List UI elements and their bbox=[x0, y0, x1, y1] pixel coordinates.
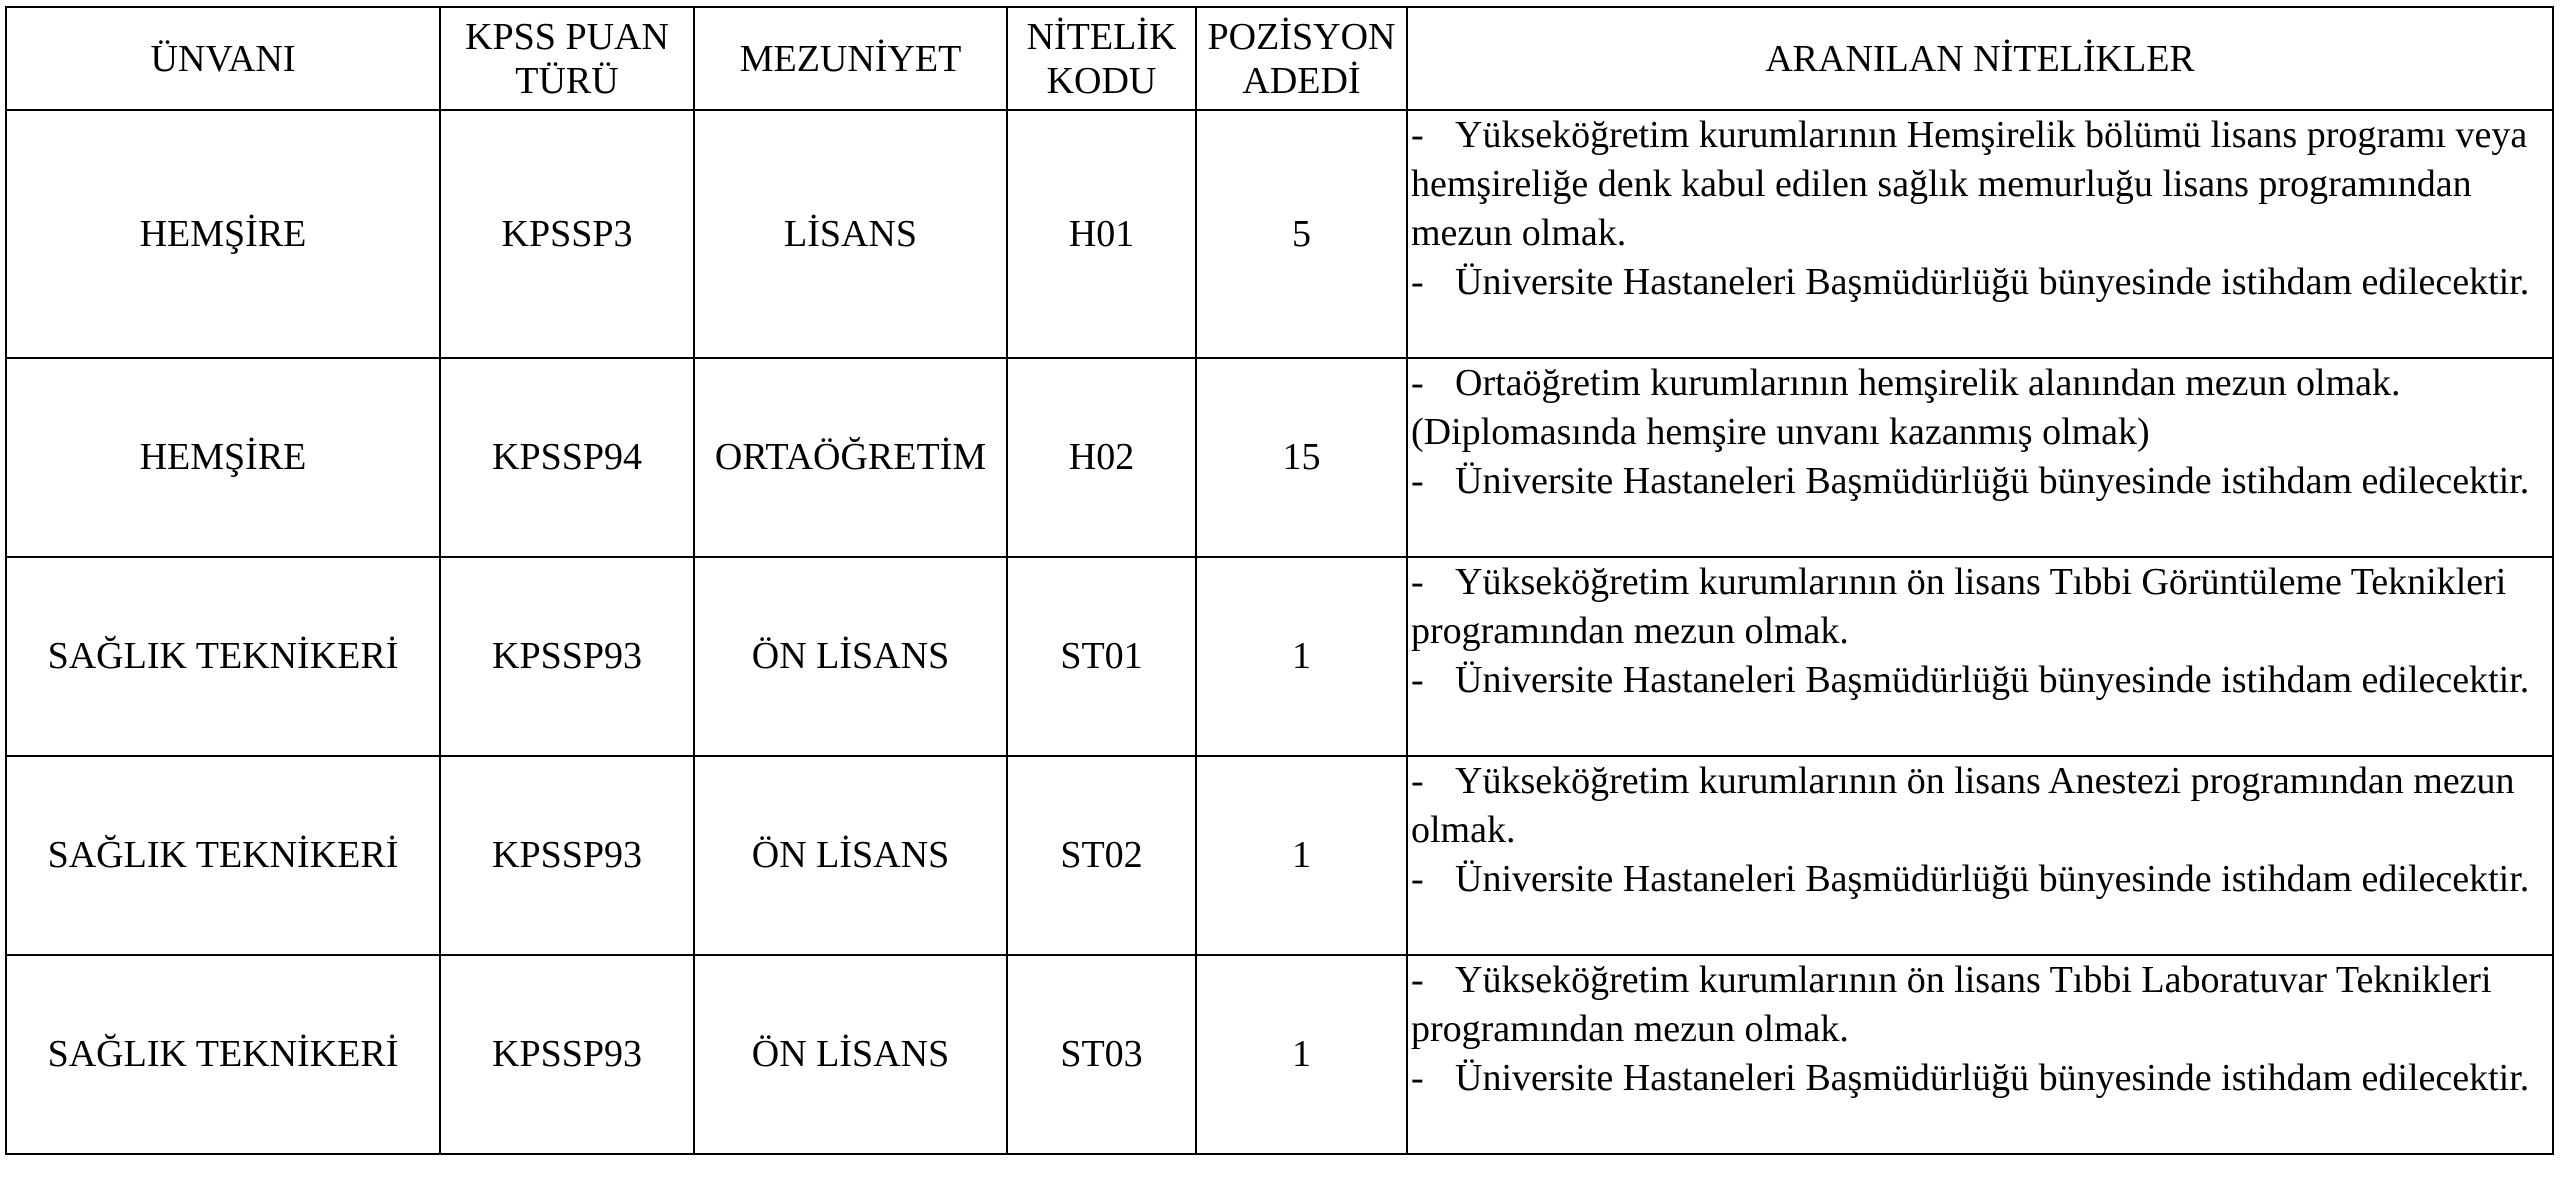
cell-nitelik-kodu: ST01 bbox=[1007, 557, 1196, 756]
cell-nitelik-kodu: H01 bbox=[1007, 110, 1196, 358]
cell-mezuniyet: ÖN LİSANS bbox=[694, 557, 1007, 756]
cell-aranilan-nitelikler bbox=[1407, 955, 2553, 1154]
cell-puan-turu: KPSSP93 bbox=[440, 955, 694, 1154]
cell-unvan: HEMŞİRE bbox=[6, 110, 440, 358]
requirement-item: - Yükseköğretim kurumlarının ön lisans Tıbbi Görüntüleme Teknikleri programından mezun olmak. bbox=[1411, 561, 2507, 652]
cell-puan-turu: KPSSP94 bbox=[440, 358, 694, 557]
cell-puan-turu: KPSSP93 bbox=[440, 557, 694, 756]
cell-unvan: HEMŞİRE bbox=[6, 358, 440, 557]
cell-puan-turu: KPSSP3 bbox=[440, 110, 694, 358]
requirement-item: - Yükseköğretim kurumlarının ön lisans Anestezi programından mezun olmak. bbox=[1411, 760, 2515, 851]
table-row bbox=[6, 756, 2553, 955]
header-aranilan-nitelikler: ARANILAN NİTELİKLER bbox=[1407, 7, 2553, 110]
positions-table bbox=[5, 6, 2554, 1155]
cell-nitelik-kodu: H02 bbox=[1007, 358, 1196, 557]
cell-puan-turu: KPSSP93 bbox=[440, 756, 694, 955]
table-row bbox=[6, 358, 2553, 557]
requirement-item: - Yükseköğretim kurumlarının Hemşirelik bölümü lisans programı veya hemşireliğe denk kabul edilen sağlık memurluğu lisans programından mezun olmak. bbox=[1411, 114, 2528, 254]
cell-mezuniyet: ÖN LİSANS bbox=[694, 955, 1007, 1154]
cell-pozisyon-adedi: 5 bbox=[1196, 110, 1407, 358]
requirement-item: - Üniversite Hastaneleri Başmüdürlüğü bünyesinde istihdam edilecektir. bbox=[1411, 261, 2530, 303]
table-row bbox=[6, 955, 2553, 1154]
cell-nitelik-kodu: ST02 bbox=[1007, 756, 1196, 955]
requirement-item: - Üniversite Hastaneleri Başmüdürlüğü bünyesinde istihdam edilecektir. bbox=[1411, 858, 2530, 900]
header-row bbox=[6, 7, 2553, 110]
cell-pozisyon-adedi: 1 bbox=[1196, 557, 1407, 756]
cell-aranilan-nitelikler bbox=[1407, 110, 2553, 358]
header-pozisyon-adedi: POZİSYON ADEDİ bbox=[1196, 7, 1407, 110]
cell-aranilan-nitelikler bbox=[1407, 557, 2553, 756]
cell-pozisyon-adedi: 1 bbox=[1196, 756, 1407, 955]
cell-unvan: SAĞLIK TEKNİKERİ bbox=[6, 557, 440, 756]
requirement-item: - Yükseköğretim kurumlarının ön lisans Tıbbi Laboratuvar Teknikleri programından mezun olmak. bbox=[1411, 959, 2492, 1050]
requirement-item: - Üniversite Hastaneleri Başmüdürlüğü bünyesinde istihdam edilecektir. bbox=[1411, 1057, 2530, 1099]
cell-mezuniyet: ORTAÖĞRETİM bbox=[694, 358, 1007, 557]
header-nitelik-kodu: NİTELİK KODU bbox=[1007, 7, 1196, 110]
cell-pozisyon-adedi: 1 bbox=[1196, 955, 1407, 1154]
header-mezuniyet: MEZUNİYET bbox=[694, 7, 1007, 110]
header-puan-turu: KPSS PUAN TÜRÜ bbox=[440, 7, 694, 110]
cell-unvan: SAĞLIK TEKNİKERİ bbox=[6, 756, 440, 955]
cell-mezuniyet: ÖN LİSANS bbox=[694, 756, 1007, 955]
requirement-item: - Üniversite Hastaneleri Başmüdürlüğü bünyesinde istihdam edilecektir. bbox=[1411, 460, 2530, 502]
table-row bbox=[6, 110, 2553, 358]
cell-mezuniyet: LİSANS bbox=[694, 110, 1007, 358]
cell-aranilan-nitelikler bbox=[1407, 756, 2553, 955]
cell-unvan: SAĞLIK TEKNİKERİ bbox=[6, 955, 440, 1154]
cell-nitelik-kodu: ST03 bbox=[1007, 955, 1196, 1154]
requirement-item: - Ortaöğretim kurumlarının hemşirelik alanından mezun olmak. (Diplomasında hemşire unvanı kazanmış olmak) bbox=[1411, 362, 2401, 453]
cell-pozisyon-adedi: 15 bbox=[1196, 358, 1407, 557]
requirement-item: - Üniversite Hastaneleri Başmüdürlüğü bünyesinde istihdam edilecektir. bbox=[1411, 659, 2530, 701]
cell-aranilan-nitelikler bbox=[1407, 358, 2553, 557]
header-unvan: ÜNVANI bbox=[6, 7, 440, 110]
table-row bbox=[6, 557, 2553, 756]
